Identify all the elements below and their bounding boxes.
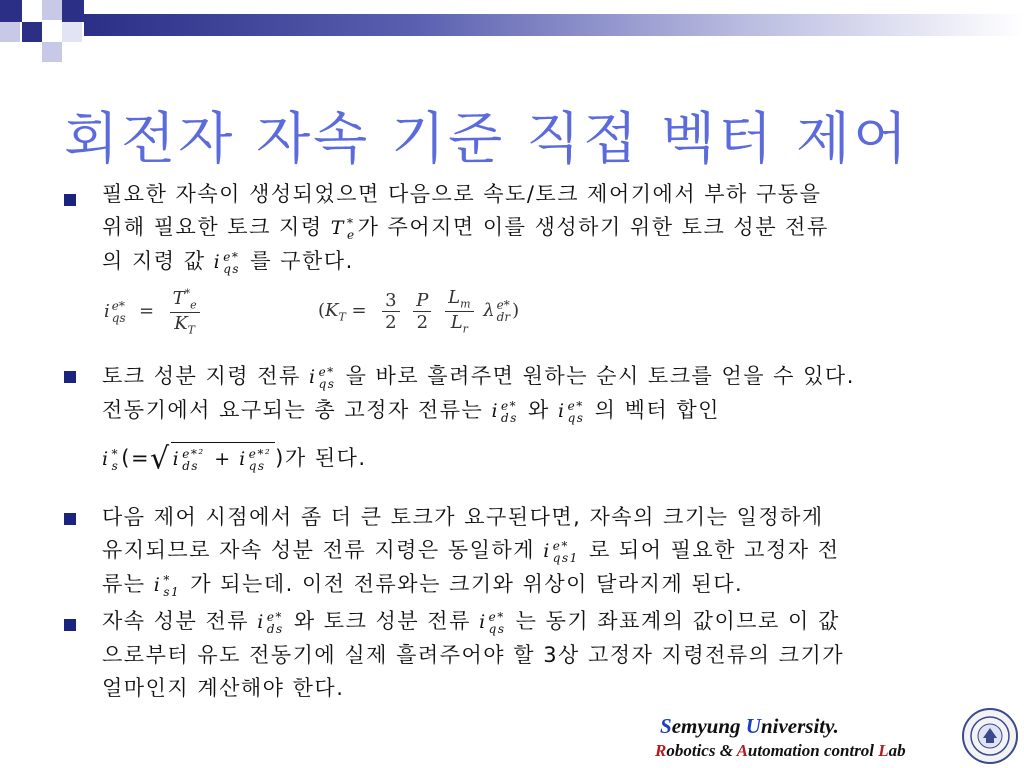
deco-square [42,0,62,20]
deco-square [62,22,82,42]
footer-university: Semyung University. [660,714,839,738]
header-gradient-bar [84,14,1024,36]
bullet-2-line2: 전동기에서 요구되는 총 고정자 전류는 i e* ds 와 i e* qs 의 벡터 합인 [102,398,720,425]
bullet-3-line1: 다음 제어 시점에서 좀 더 큰 토크가 요구된다면, 자속의 크기는 일정하게 [102,505,824,529]
formula-iqs: i e* qs = $\frac{T^*_e}{K_T}$ [104,287,204,336]
bullet-3-line3: 류는 i * s1 가 되는데. 이전 전류와는 크기와 위상이 달라지게 된다. [102,572,744,599]
university-seal-icon [962,708,1018,764]
bullet-1-line2: 위해 필요한 토크 지령 T * e 가 주어지면 이를 생성하기 위한 토크 성분 전류 [102,215,829,242]
bullet-4-line1: 자속 성분 전류 i e* ds 와 토크 성분 전류 i e* qs 는 동기 좌표계의 값이므로 이 값 [102,609,840,636]
bullet-4 [102,605,982,705]
formula-kt: ($K_T$ = $\frac{3}{2}$ $\frac{P}{2}$ $\frac{L_m}{L_r}$ λ e* dr ) [318,287,520,336]
slide-title: 회전자 자속 기준 직접 벡터 제어 [64,107,911,172]
bullet-4-line2: 으로부터 유도 전동기에 실제 흘려주어야 할 3상 고정자 지령전류의 크기가 [102,643,845,667]
bullet-3-line2: 유지되므로 자속 성분 전류 지령은 동일하게 i e* qs1 로 되어 필요한 고정자 전 [102,538,840,565]
bullet-1 [102,178,982,279]
deco-square [0,0,22,22]
square-bullet-icon [64,194,76,206]
deco-square [0,22,20,42]
square-bullet-icon [64,513,76,525]
deco-square [42,42,62,62]
square-bullet-icon [64,371,76,383]
deco-square [22,22,42,42]
footer-lab: Robotics & Automation control Lab [655,741,906,760]
bullet-2-line1: 토크 성분 지령 전류 i e* qs 을 바로 흘려주면 원하는 순시 토크를 얻을 수 있다. [102,364,855,391]
square-bullet-icon [64,619,76,631]
bullet-1-line1: 필요한 자속이 생성되었으면 다음으로 속도/토크 제어기에서 부하 구동을 [102,182,822,206]
bullet-2-line3: i * s (=√ i e*² ds + i e*² qs )가 된다. [102,441,367,477]
bullet-1-line3: 의 지령 값 i e* qs 를 구한다. [102,249,354,276]
bullet-4-line3: 얼마인지 계산해야 한다. [102,676,345,700]
bullet-3 [102,501,982,602]
bullet-2 [102,360,982,476]
deco-square [62,0,84,22]
